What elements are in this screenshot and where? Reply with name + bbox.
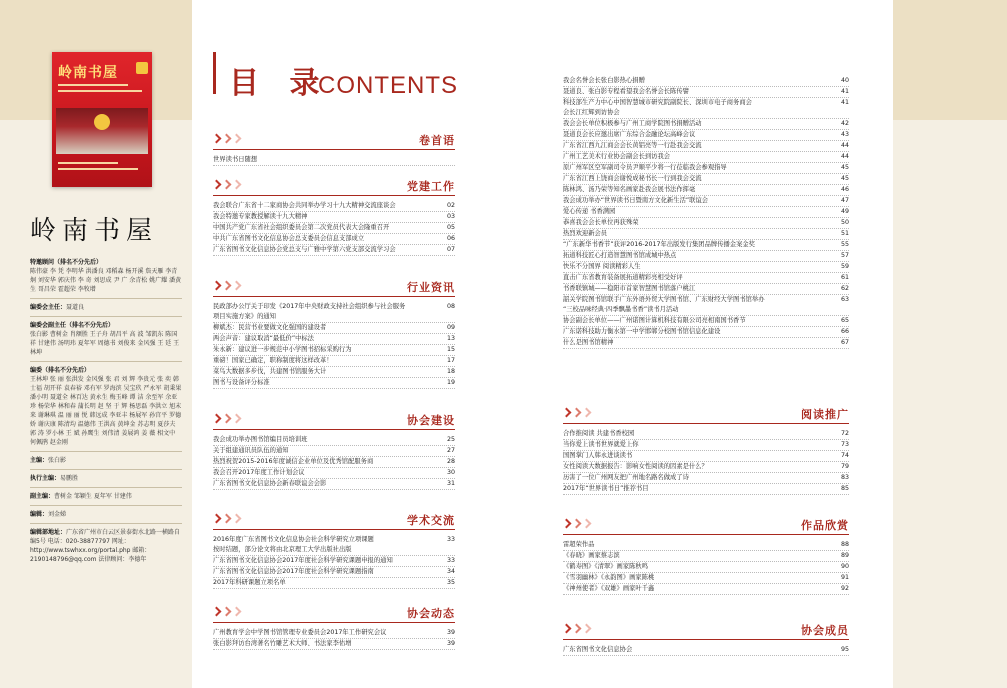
- toc-entry[interactable]: [213, 446, 455, 457]
- toc-entry-title: 科技部生产力中心中国智慧城市研究院副院长、深圳市电子商务商会 会长江红辉到访协会: [563, 99, 752, 116]
- toc-entry-page: 30: [446, 469, 455, 476]
- toc-entry-page: 27: [446, 447, 455, 454]
- toc-entry[interactable]: [563, 273, 849, 284]
- section-header: [563, 622, 849, 638]
- credit-heading: 编辑：: [30, 511, 49, 518]
- toc-entry[interactable]: [563, 484, 849, 495]
- toc-entry-title: 恭喜我会会长单位再获殊荣: [563, 219, 639, 226]
- toc-section: [213, 605, 455, 650]
- toc-entry[interactable]: [213, 155, 455, 166]
- toc-entry-page: 13: [446, 335, 455, 342]
- toc-entry-page: 28: [446, 458, 455, 465]
- toc-entry-title: 聂道良、张白影专程看望我会名誉会长陈传譬: [563, 88, 689, 95]
- toc-entry[interactable]: [563, 185, 849, 196]
- toc-entry-title: 广东诺科技助力衡水第一中学邯郸分校图书馆信息化建设: [563, 328, 721, 335]
- section-entries: [563, 429, 849, 495]
- toc-entry[interactable]: [563, 645, 849, 656]
- toc-entry-title: 雷超荣作品: [563, 541, 595, 548]
- credit-heading: 编委会主任：: [30, 304, 67, 311]
- toc-entry-page: 66: [840, 328, 849, 335]
- section-divider: [213, 149, 455, 150]
- chevron-right-icon: [563, 625, 590, 632]
- toc-entry-page: 41: [840, 88, 849, 95]
- toc-entry-page: 50: [840, 219, 849, 226]
- toc-entry[interactable]: [213, 556, 455, 567]
- chevron-right-icon: [563, 409, 590, 416]
- masthead-credits: [30, 258, 182, 568]
- toc-entry-title: 书香联镇城——稳阳市首家智慧图书馆落户桃江: [563, 285, 696, 292]
- toc-entry[interactable]: [563, 562, 849, 573]
- toc-entry-page: 49: [840, 208, 849, 215]
- credit-divider: [30, 451, 182, 452]
- chevron-right-icon: [213, 135, 240, 142]
- toc-entry-title: 《鹤寿图》《清翠》画家陈秋鸣: [563, 563, 649, 570]
- page-title: 目 录: [229, 66, 330, 101]
- toc-entry-page: 42: [840, 120, 849, 127]
- toc-entry-page: 46: [840, 186, 849, 193]
- toc-entry-title: 世界读书日随想: [213, 156, 258, 163]
- credit-heading: 编委会副主任（排名不分先后）: [30, 322, 115, 329]
- section-title: 协会成员: [801, 624, 849, 637]
- toc-entry-title: 我会会长单位积极参与广州工商学院图书捐赠活动: [563, 120, 702, 127]
- chevron-right-icon: [213, 515, 240, 522]
- toc-entry-page: 39: [446, 629, 455, 636]
- credit-text: 王林坤 张 丽 张洪发 金风强 张 君 刘 辉 李贵元 张 奕 韩士福 胡开祥 袁春裕 邓有军 罗海滨 吴宝玖 严永军 胡秉果 潘小明 聂道全 林百达 黄永生 梅玉峰 谭 洁 余至军 余亚珍 杨荣华 林和春 蒲长明 赵 坚 于 辉 杨思磊 李洪立 旭末来 谢琳琪 温 丽 丽 悦 韩远成 李亚丰 杨展军 孙宫平 罗德娇 谢庆康 陈清均 温德伟 王洪高 黄坤金 苏志明 夏莎夫 郭 涛 罗小林 王 斌 孙鹰生 刘伟清 姜展鸿 姜 薇 相文中 何佩鹃 赵金刚: [30, 376, 182, 446]
- toc-entry-page: 63: [840, 296, 849, 303]
- section-header: [213, 132, 455, 148]
- toc-entry[interactable]: [213, 435, 455, 446]
- toc-entry-title: 我会名誉会长张白影热心捐赠: [563, 77, 645, 84]
- toc-entry-title: 爱心传递 书香满园: [563, 208, 616, 215]
- toc-entry[interactable]: [563, 327, 849, 338]
- toc-entry[interactable]: [563, 163, 849, 174]
- toc-entry-page: 65: [840, 317, 849, 324]
- toc-entry-page: 31: [446, 480, 455, 487]
- cover-text-line: [58, 168, 138, 170]
- toc-entry-page: 06: [446, 235, 455, 242]
- toc-entry-title: 当你爱上读书世界就爱上你: [563, 441, 639, 448]
- toc-entry-page: 07: [446, 246, 455, 253]
- section-divider: [213, 296, 455, 297]
- credit-divider: [30, 505, 182, 506]
- toc-entry-title: 柳斌杰：民营书业要做文化强国的建设者: [213, 324, 327, 331]
- toc-entry-title: 2017年“世界读书日”推荐书目: [563, 485, 649, 492]
- toc-entry-title: 广州教育学会中学图书馆管理专业委员会2017年工作研究会议: [213, 629, 387, 636]
- section-header: [213, 279, 455, 295]
- toc-entry-page: 89: [840, 552, 849, 559]
- credit-block: [30, 456, 182, 465]
- toc-entry[interactable]: [563, 473, 849, 484]
- toc-entry-title: 合作推阅读 共建书香校园: [563, 430, 635, 437]
- toc-entry-title: 重磅！国家已确定，职称制度将这样改革！: [213, 357, 333, 364]
- toc-entry[interactable]: [563, 584, 849, 595]
- section-entries: [563, 540, 849, 595]
- toc-entry-page: 51: [840, 230, 849, 237]
- credit-text: 聂道良: [66, 304, 85, 311]
- toc-entry-title: 广东省图书文化信息协会2017年度社会科学研究课题指南: [213, 568, 374, 575]
- chevron-right-icon: [213, 282, 240, 289]
- toc-entry[interactable]: [563, 440, 849, 451]
- toc-entry-page: 41: [840, 99, 849, 106]
- toc-entry-title: “广东新华书香节”获评2016-2017年出版发行集团品牌传播金案金奖: [563, 241, 755, 248]
- toc-entry[interactable]: [213, 535, 455, 556]
- toc-section: [213, 279, 455, 389]
- credit-text: 易鹏胜: [60, 475, 79, 482]
- toc-entry-title: 图书与设备评分标准: [213, 379, 270, 386]
- toc-entry-title: 广东省图书文化信息协会: [563, 646, 633, 653]
- section-divider: [563, 639, 849, 640]
- toc-entry-title: 两会声音：建议取消“最低价”中标法: [213, 335, 314, 342]
- toc-entry-page: 35: [446, 579, 455, 586]
- toc-entry[interactable]: [563, 87, 849, 98]
- toc-entry-title: 张白影拜访台湾著名竹雕艺术大师、书法家李佑增: [213, 640, 352, 647]
- credit-divider: [30, 361, 182, 362]
- cover-text-line: [58, 90, 142, 92]
- toc-entry-title: 民政部办公厅关于印发《2017年中央财政支持社会组织参与社会服务 项目实施方案》的通知: [213, 303, 406, 320]
- toc-entry[interactable]: [213, 323, 455, 334]
- toc-entry[interactable]: [563, 119, 849, 130]
- toc-entry-title: 《春晓》画家蔡志滨: [563, 552, 620, 559]
- toc-entry-page: 05: [446, 224, 455, 231]
- toc-entry[interactable]: [213, 457, 455, 468]
- toc-entry-page: 72: [840, 430, 849, 437]
- chevron-right-icon: [213, 415, 240, 422]
- section-divider: [563, 423, 849, 424]
- toc-entry[interactable]: [563, 240, 849, 251]
- cover-text-line: [58, 162, 118, 164]
- credit-text: 广东省广州市白云区景泰街水北路一横路自编5号 电话：020-38877797 网址：http://www.tswhxx.org/portal.php 邮箱：2190148796@qq.com 法律顾问：李德年: [30, 529, 181, 563]
- credit-block: [30, 510, 182, 519]
- toc-entry-page: 40: [840, 77, 849, 84]
- credit-divider: [30, 316, 182, 317]
- page-title-en: CONTENTS: [318, 72, 458, 99]
- toc-entry[interactable]: [563, 229, 849, 240]
- toc-entry-page: 74: [840, 452, 849, 459]
- credit-divider: [30, 298, 182, 299]
- section-header: [563, 406, 849, 422]
- toc-section: [213, 512, 455, 589]
- toc-entry[interactable]: [563, 262, 849, 273]
- toc-entry-title: 韶关学院图书馆联手广东外语外贸大学图书馆、广东财经大学图书馆举办 “三校品味经典·四季飘墨书香”读书月活动: [563, 296, 765, 313]
- right-margin-top-band: [893, 0, 1007, 120]
- toc-entry[interactable]: [563, 451, 849, 462]
- section-title: 党建工作: [407, 180, 455, 193]
- section-title: 协会建设: [407, 414, 455, 427]
- cover-title: 岭南书屋: [58, 65, 118, 81]
- section-title: 协会动态: [407, 607, 455, 620]
- credit-block: [30, 528, 182, 564]
- toc-entry-title: 广东省江西上饶商会谢悦成秘书长一行到我会交流: [563, 175, 702, 182]
- chevron-right-icon: [213, 608, 240, 615]
- section-entries: [213, 628, 455, 650]
- section-divider: [213, 429, 455, 430]
- section-header: [213, 412, 455, 428]
- credit-block: [30, 474, 182, 483]
- section-entries: [563, 645, 849, 656]
- toc-entry-page: 90: [840, 563, 849, 570]
- toc-entry-title: 陈林鸿、汤乃荣等知名画家赴我会展书法作挥毫: [563, 186, 696, 193]
- credit-text: 张白影: [48, 457, 67, 464]
- credit-block: [30, 321, 182, 357]
- toc-entry-page: 83: [840, 474, 849, 481]
- toc-entry-page: 88: [840, 541, 849, 548]
- section-title: 学术交流: [407, 514, 455, 527]
- chevron-right-icon: [213, 181, 240, 188]
- toc-entry-page: 03: [446, 213, 455, 220]
- toc-entry-title: 我会成功举办图书馆编目员培训班: [213, 436, 308, 443]
- toc-entry-title: 广东省图书文化信息协会2017年度社会科学研究课题申报的通知: [213, 557, 393, 564]
- toc-entry-page: 18: [446, 368, 455, 375]
- toc-entry-title: 《神州使者》《双雄》画家叶千鑫: [563, 585, 655, 592]
- toc-entry-page: 92: [840, 585, 849, 592]
- credit-block: [30, 492, 182, 501]
- section-entries: [213, 155, 455, 166]
- magazine-title: 岭南书屋: [30, 216, 159, 246]
- toc-entry-title: 我会特邀专家教授解读十九大精神: [213, 213, 308, 220]
- toc-entry[interactable]: [213, 201, 455, 212]
- toc-entry[interactable]: [563, 152, 849, 163]
- toc-entry-page: 43: [840, 131, 849, 138]
- toc-entry-page: 57: [840, 252, 849, 259]
- emblem-icon: [94, 114, 110, 130]
- toc-entry-title: 女性阅读大数据报告：影响女性阅读的因素是什么？: [563, 463, 708, 470]
- toc-entry-title: 聂道良会长应邀出席广东综合金融论坛高峰会议: [563, 131, 696, 138]
- toc-entry-page: 02: [446, 202, 455, 209]
- toc-entry-title: 国图掌门人韩永进谈读书: [563, 452, 633, 459]
- section-divider: [213, 195, 455, 196]
- toc-section: [563, 622, 849, 656]
- section-title: 阅读推广: [801, 408, 849, 421]
- toc-entry-page: 33: [446, 536, 455, 543]
- toc-section: [563, 517, 849, 595]
- toc-entry[interactable]: [563, 207, 849, 218]
- toc-entry-page: 91: [840, 574, 849, 581]
- toc-entry[interactable]: [563, 338, 849, 349]
- header-accent-bar: [213, 52, 216, 94]
- toc-entry-title: 中共广东省图书文化信息协会总支委员会信息支部成立: [213, 235, 365, 242]
- credit-divider: [30, 487, 182, 488]
- toc-entry[interactable]: [563, 98, 849, 119]
- toc-entry-title: 2017年科研课题立项名单: [213, 579, 286, 586]
- credit-heading: 主编：: [30, 457, 49, 464]
- toc-entry-title: 广东省图书文化信息协会党总支与广雅中学第六党支部交流学习会: [213, 246, 396, 253]
- section-entries: [213, 302, 455, 389]
- toc-entry-page: 85: [840, 485, 849, 492]
- toc-entry[interactable]: [213, 578, 455, 589]
- toc-entry[interactable]: [563, 130, 849, 141]
- toc-entry-title: 朱永新：建议进一步规范中小学图书招标采购行为: [213, 346, 352, 353]
- toc-entry[interactable]: [563, 251, 849, 262]
- toc-entry-title: 2016年度广东省图书文化信息协会社会科学研究立项课题 按时结题，部分论文将由北京理工大学出版社出版: [213, 536, 374, 553]
- toc-section: [213, 132, 455, 166]
- toc-entry[interactable]: [213, 378, 455, 389]
- toc-entry[interactable]: [213, 334, 455, 345]
- toc-entry[interactable]: [213, 212, 455, 223]
- toc-entry-page: 19: [446, 379, 455, 386]
- toc-entry-page: 44: [840, 142, 849, 149]
- toc-entry[interactable]: [213, 479, 455, 490]
- credit-block: [30, 303, 182, 312]
- toc-entry-title: 拓道科技匠心打造智慧图书馆成城中热点: [563, 252, 677, 259]
- toc-section: [213, 178, 455, 256]
- toc-entry-page: 59: [840, 263, 849, 270]
- toc-entry[interactable]: [563, 462, 849, 473]
- toc-entry[interactable]: [563, 540, 849, 551]
- toc-entry-page: 44: [840, 153, 849, 160]
- toc-entry-page: 55: [840, 241, 849, 248]
- toc-entry-page: 39: [446, 640, 455, 647]
- credit-divider: [30, 523, 182, 524]
- toc-entry-page: 67: [840, 339, 849, 346]
- toc-entry-title: 原广州军区空军副司令员尹顺平少将一行莅临我会参观指导: [563, 164, 727, 171]
- toc-entry[interactable]: [563, 551, 849, 562]
- section-title: 行业资讯: [407, 281, 455, 294]
- toc-entry-title: 关于组建通讯员队伍的通知: [213, 447, 289, 454]
- toc-entry-page: 73: [840, 441, 849, 448]
- toc-entry-page: 47: [840, 197, 849, 204]
- toc-entry-page: 33: [446, 557, 455, 564]
- toc-entry[interactable]: [563, 429, 849, 440]
- toc-entry-page: 25: [446, 436, 455, 443]
- cover-badge-icon: [136, 62, 148, 74]
- section-header: [213, 178, 455, 194]
- toc-entry-title: 快乐不分国界 阅读精彩人生: [563, 263, 641, 270]
- section-divider: [213, 622, 455, 623]
- toc-entry-page: 15: [446, 346, 455, 353]
- toc-entry-title: 广东省江西九江商会会长黄铝亮等一行赴我会交流: [563, 142, 702, 149]
- toc-section: [213, 412, 455, 490]
- toc-entry[interactable]: [563, 141, 849, 152]
- toc-entry-page: 62: [840, 285, 849, 292]
- toc-entry[interactable]: [563, 174, 849, 185]
- toc-continued-list: [563, 76, 849, 349]
- toc-entry-title: 协会副会长单位——广州诺图计算机科技有限公司亮相南国书香节: [563, 317, 746, 324]
- toc-entry[interactable]: [213, 223, 455, 234]
- toc-entry-title: 中国共产党广东省社会组织委员会第二次党员代表大会隆重召开: [213, 224, 390, 231]
- toc-entry[interactable]: [563, 316, 849, 327]
- toc-entry-title: 广东省图书文化信息协会新春联谊会会影: [213, 480, 327, 487]
- section-divider: [213, 529, 455, 530]
- toc-entry[interactable]: [213, 245, 455, 256]
- credit-heading: 特邀顾问（排名不分先后）: [30, 259, 103, 266]
- toc-entry[interactable]: [213, 628, 455, 639]
- toc-entry-page: 95: [840, 646, 849, 653]
- toc-entry-page: 79: [840, 463, 849, 470]
- toc-entry[interactable]: [213, 234, 455, 245]
- toc-entry-title: 菜鸟大数据多步伐，共建图书馆服务大计: [213, 368, 327, 375]
- credit-heading: 编委（排名不分先后）: [30, 367, 91, 374]
- magazine-cover[interactable]: [52, 52, 152, 187]
- toc-entry-page: 61: [840, 274, 849, 281]
- toc-entry[interactable]: [213, 468, 455, 479]
- toc-entry[interactable]: [563, 196, 849, 207]
- section-divider: [563, 534, 849, 535]
- section-header: [213, 605, 455, 621]
- credit-block: [30, 258, 182, 294]
- toc-entry[interactable]: [563, 284, 849, 295]
- section-entries: [213, 435, 455, 490]
- toc-entry-title: 我会召开2017年度工作计划会议: [213, 469, 305, 476]
- toc-entry-title: 热烈欢迎新会员: [563, 230, 608, 237]
- credit-block: [30, 366, 182, 447]
- credit-heading: 执行主编：: [30, 475, 61, 482]
- toc-entry-page: 45: [840, 164, 849, 171]
- toc-entry[interactable]: [563, 295, 849, 316]
- credit-text: 曹树金 邹颖生 夏年军 甘建伟: [54, 493, 132, 500]
- toc-entry-title: 热烈祝贺2015-2016年度诚信企业单位及优秀馆配服务商: [213, 458, 374, 465]
- toc-entry[interactable]: [213, 639, 455, 650]
- credit-text: 张白影 曹树金 肖额胜 王子舟 胡昌平 高 波 邹凯东 陈国祥 甘建伟 汤明玮 夏年军 周德书 刘俊来 金风强 王 廷 王林坤: [30, 331, 180, 356]
- toc-entry-title: 我会联合广东省十二家商协会共同举办学习十九大精神交流座谈会: [213, 202, 396, 209]
- toc-section: [563, 406, 849, 495]
- section-title: 作品欣赏: [801, 519, 849, 532]
- toc-entry-page: 34: [446, 568, 455, 575]
- credit-heading: 编辑部地址：: [30, 529, 67, 536]
- toc-entry-page: 17: [446, 357, 455, 364]
- toc-entry[interactable]: [213, 356, 455, 367]
- credit-text: 陈伟豪 李 凭 李明华 洪潘良 邓稻森 杨开溪 詹天雁 李青炯 刘安华 郭庆伟 李 奇 刘思成 尹 广 余青松 姚广耀 潘黄生 哥昌荣 霍超荣 李牧增: [30, 268, 182, 293]
- section-header: [213, 512, 455, 528]
- section-header: [563, 517, 849, 533]
- toc-entry[interactable]: [563, 218, 849, 229]
- toc-entry-title: 历害了一位广州网友把广州地名路名做成了诗: [563, 474, 689, 481]
- toc-entry[interactable]: [563, 76, 849, 87]
- toc-entry-page: 09: [446, 324, 455, 331]
- toc-entry-title: 我会成功举办“世界读书日暨南方文化新生活”联谊会: [563, 197, 709, 204]
- toc-entry-title: 什么是图书馆精神: [563, 339, 614, 346]
- toc-entry-title: 《雪羽幽林》《永韵图》画家陈桃: [563, 574, 655, 581]
- toc-entry[interactable]: [213, 367, 455, 378]
- toc-entry[interactable]: [213, 302, 455, 323]
- credit-divider: [30, 469, 182, 470]
- toc-entry[interactable]: [563, 573, 849, 584]
- chevron-right-icon: [563, 520, 590, 527]
- toc-entry[interactable]: [213, 345, 455, 356]
- cover-text-line: [58, 84, 128, 86]
- credit-text: 刘金娣: [48, 511, 67, 518]
- toc-entry[interactable]: [213, 567, 455, 578]
- toc-entry-page: 08: [446, 303, 455, 310]
- section-title: 卷首语: [419, 134, 455, 147]
- toc-entry-title: 直击广东省教育装备展拓道精彩亮相受好评: [563, 274, 683, 281]
- credit-heading: 副主编：: [30, 493, 55, 500]
- toc-entry-title: 广州工艺美术行业协会副会长到访我会: [563, 153, 671, 160]
- section-entries: [213, 201, 455, 256]
- section-entries: [213, 535, 455, 589]
- toc-entry-page: 45: [840, 175, 849, 182]
